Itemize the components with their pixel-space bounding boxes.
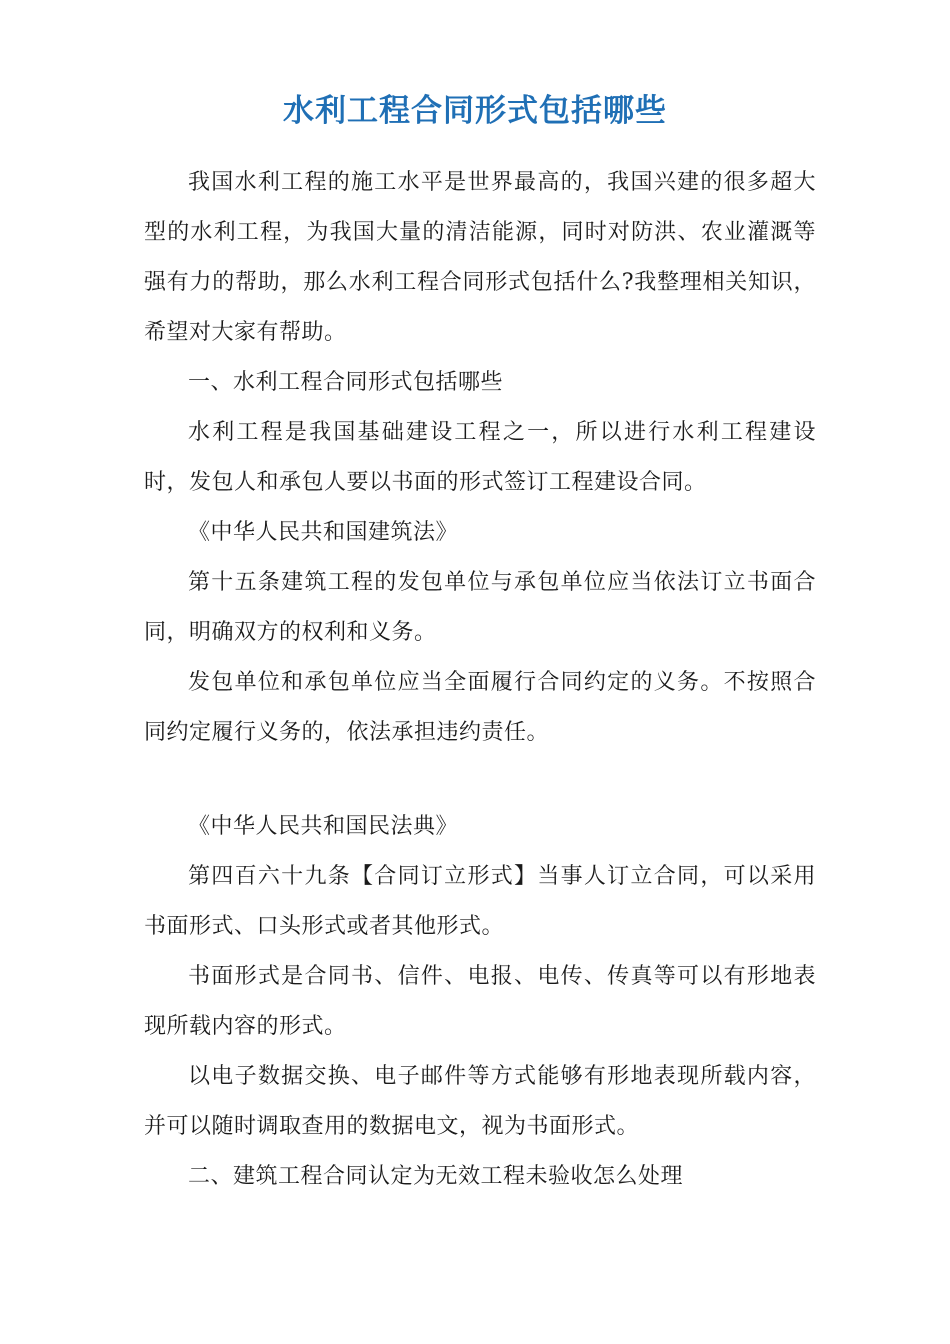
law-title-civil-code: 《中华人民共和国民法典》 [188,814,459,839]
paragraph: 以电子数据交换、电子邮件等方式能够有形地表现所载内容，并可以随时调取查用的数据电文，视为书面形式。 [144,1064,816,1139]
paragraph-intro: 我国水利工程的施工水平是世界最高的，我国兴建的很多超大型的水利工程，为我国大量的清洁能源，同时对防洪、农业灌溉等强有力的帮助，那么水利工程合同形式包括什么?我整理相关知识，希望对大家有帮助。 [144,170,816,345]
law-title-construction: 《中华人民共和国建筑法》 [188,520,459,545]
document-title: 水利工程合同形式包括哪些 [283,93,667,129]
section-heading-1: 一、水利工程合同形式包括哪些 [188,370,504,395]
blank-line [144,758,816,802]
paragraph: 书面形式是合同书、信件、电报、电传、传真等可以有形地表现所载内容的形式。 [144,964,816,1039]
paragraph: 发包单位和承包单位应当全面履行合同约定的义务。不按照合同约定履行义务的，依法承担违约责任。 [144,670,816,745]
section-heading-2: 二、建筑工程合同认定为无效工程未验收怎么处理 [188,1164,684,1189]
paragraph: 水利工程是我国基础建设工程之一，所以进行水利工程建设时，发包人和承包人要以书面的形式签订工程建设合同。 [144,420,816,495]
paragraph: 第四百六十九条【合同订立形式】当事人订立合同，可以采用书面形式、口头形式或者其他形式。 [144,864,816,939]
paragraph: 第十五条建筑工程的发包单位与承包单位应当依法订立书面合同，明确双方的权利和义务。 [144,570,816,645]
document-body [144,158,816,1202]
